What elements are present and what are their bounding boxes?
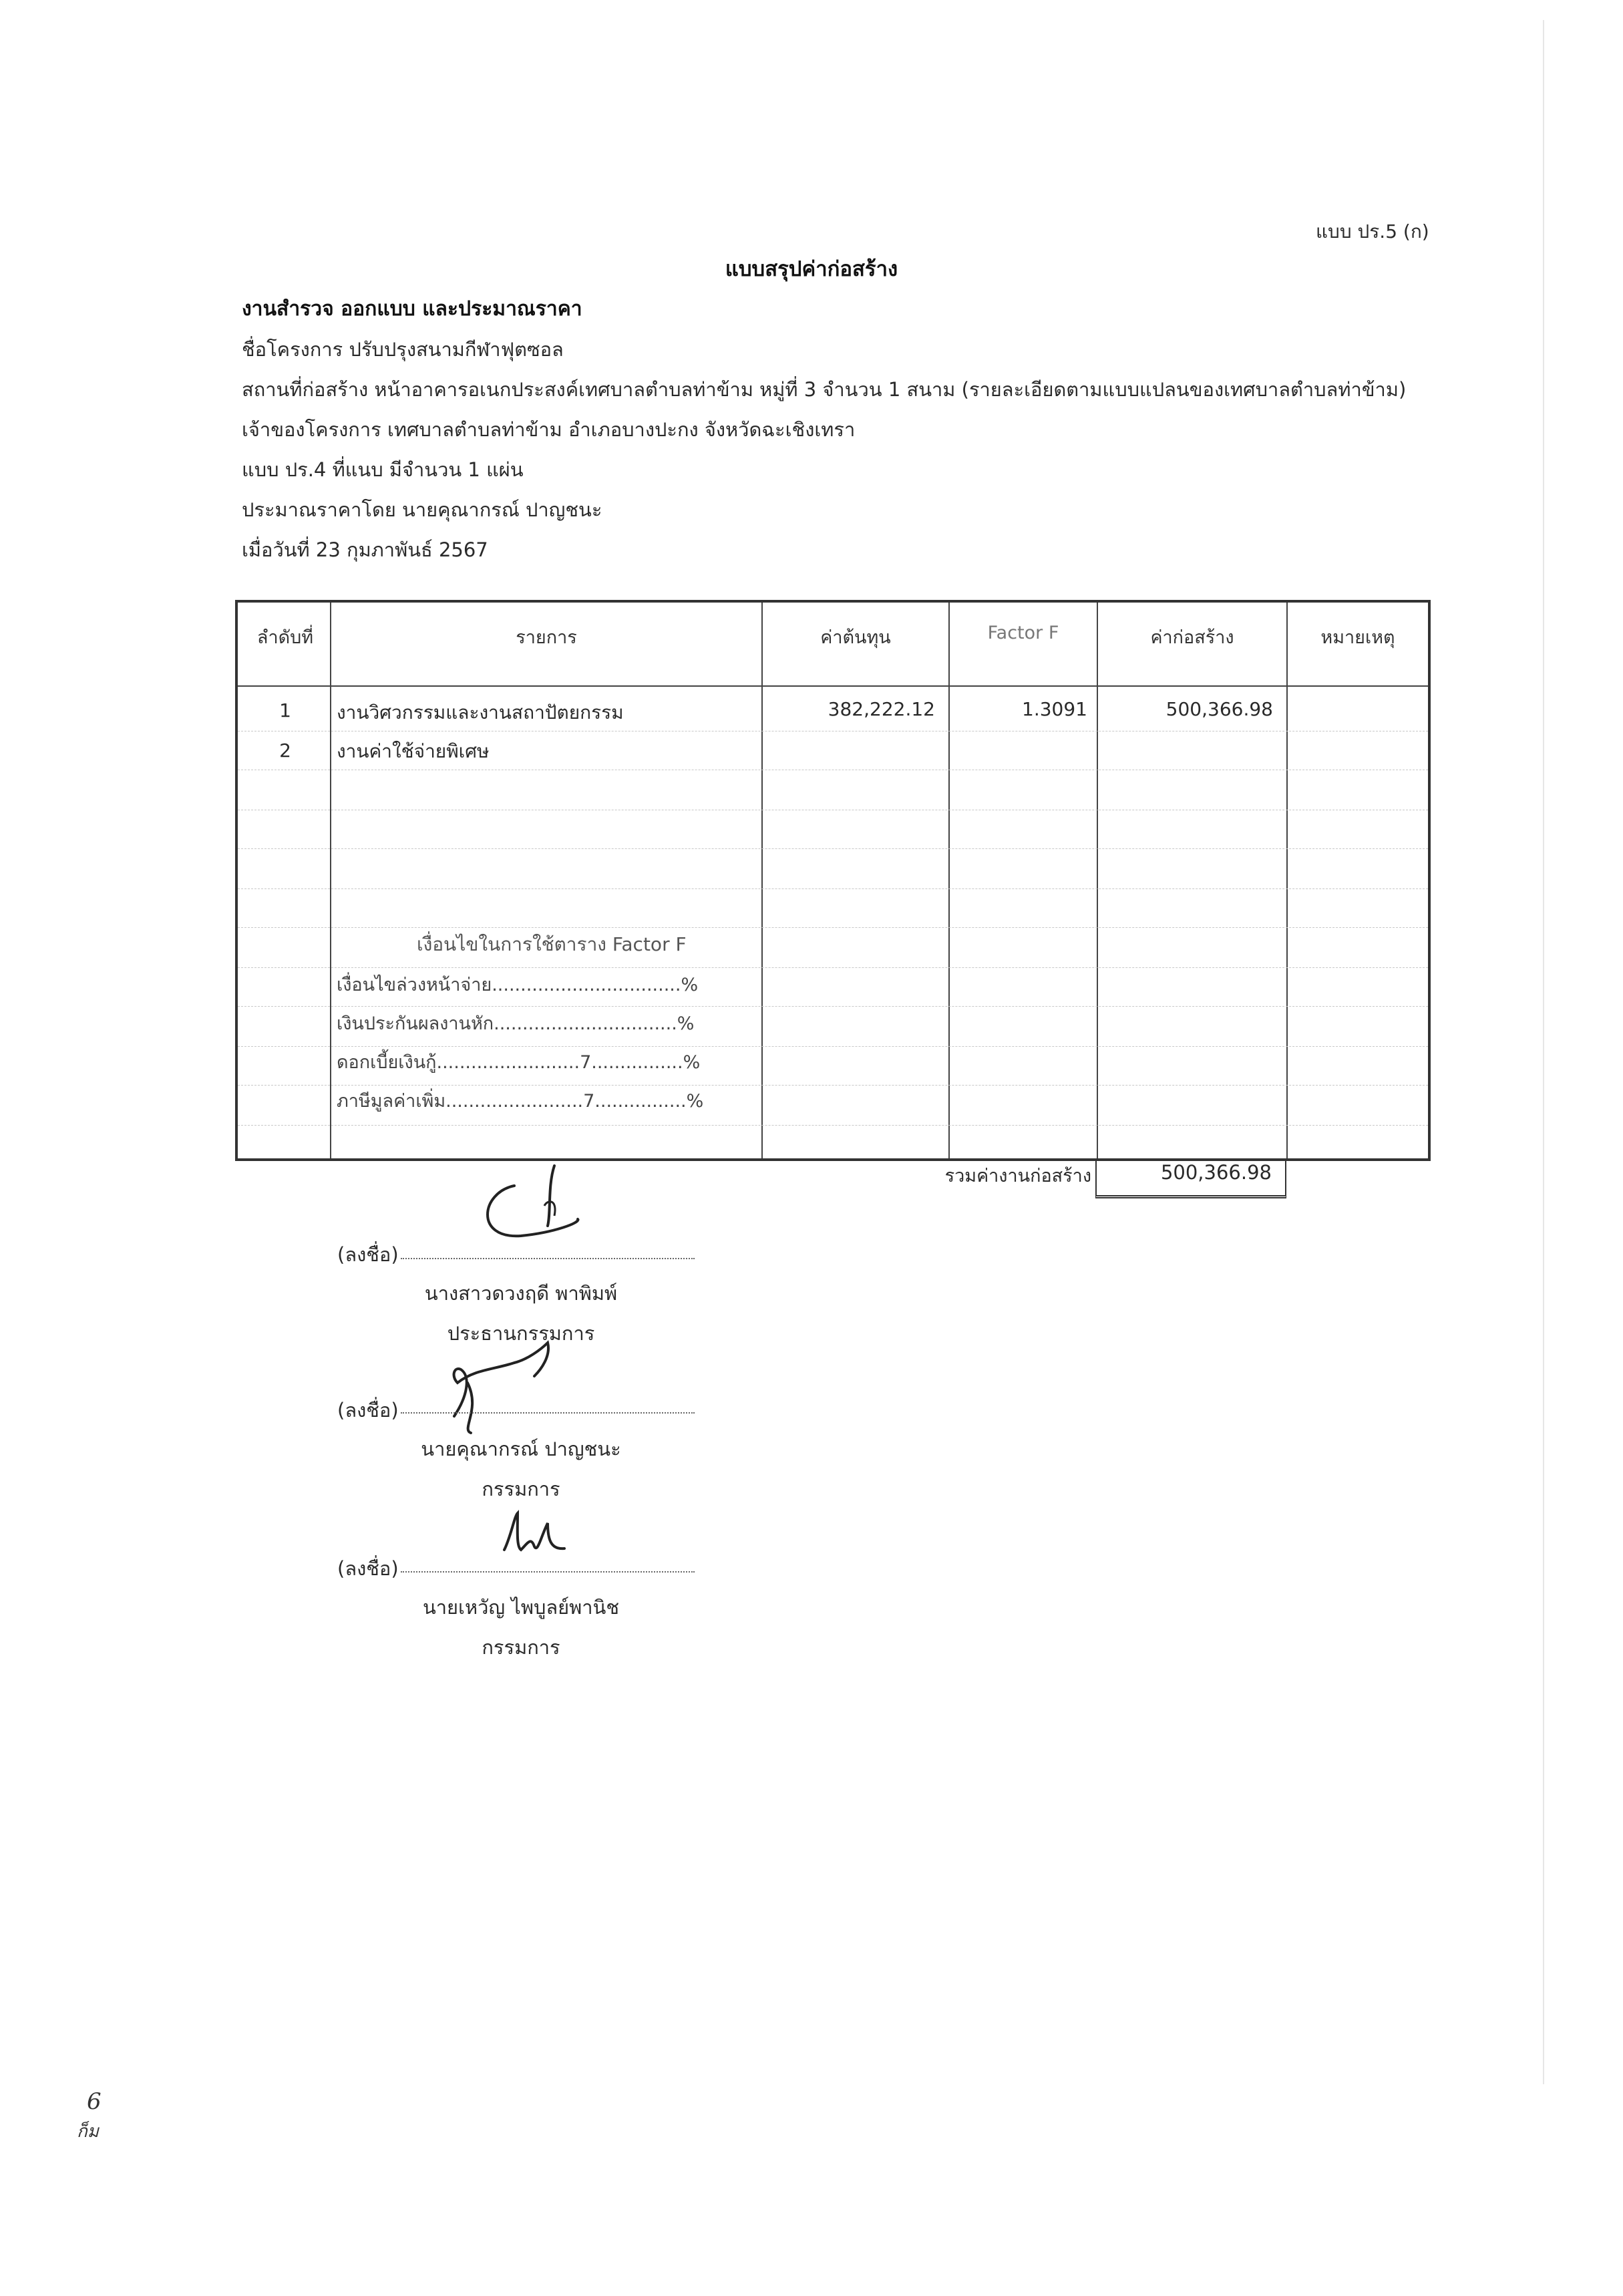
total-value: 500,366.98 [1160, 1161, 1272, 1184]
row-factor: 1.3091 [1022, 698, 1087, 720]
row-no: 2 [279, 740, 291, 762]
header-cost: ค่าต้นทุน [820, 627, 891, 648]
signature-mark [468, 1159, 601, 1259]
header-construction: ค่าก่อสร้าง [1150, 627, 1234, 648]
sign-label: (ลงชื่อ) [337, 1399, 399, 1422]
header-note: หมายเหตุ [1320, 627, 1395, 648]
cost-summary-table [235, 600, 1431, 1161]
row-rule [238, 888, 1428, 889]
row-rule [238, 1085, 1428, 1086]
total-box [1095, 1161, 1286, 1198]
attached-forms: แบบ ปร.4 ที่แนบ มีจำนวน 1 แผ่น [242, 458, 524, 481]
row-rule [238, 1125, 1428, 1126]
construction-site: สถานที่ก่อสร้าง หน้าอาคารอเนกประสงค์เทศบาลตำบลท่าข้าม หมู่ที่ 3 จำนวน 1 สนาม (รายละเอียดตามแบบแปลนของเทศบาลตำบลท่าข้าม) [242, 378, 1407, 401]
row-no: 1 [279, 699, 291, 721]
page-number-handwritten: 6 [87, 2088, 102, 2115]
signature-line [401, 1412, 695, 1414]
conditions-title: เงื่อนไขในการใช้ตาราง Factor F [417, 933, 687, 955]
header-no: ลำดับที่ [256, 627, 314, 648]
signature-line [401, 1571, 695, 1573]
signer-name: นายคุณากรณ์ ปาญชนะ [421, 1438, 621, 1460]
header-factor: Factor F [987, 623, 1059, 643]
condition-vat: ภาษีมูลค่าเพิ่ม........................7................% [337, 1091, 704, 1112]
total-label: รวมค่างานก่อสร้าง [944, 1166, 1091, 1186]
signer-position: กรรมการ [482, 1478, 560, 1500]
estimate-date: เมื่อวันที่ 23 กุมภาพันธ์ 2567 [242, 538, 488, 561]
sign-label: (ลงชื่อ) [337, 1557, 399, 1580]
header-item: รายการ [516, 627, 577, 648]
scan-edge-line [1543, 20, 1544, 2084]
row-item: งานค่าใช้จ่ายพิเศษ [337, 740, 490, 762]
header-divider [238, 685, 1428, 687]
signer-position: กรรมการ [482, 1636, 560, 1659]
project-owner: เจ้าของโครงการ เทศบาลตำบลท่าข้าม อำเภอบางปะกง จังหวัดฉะเชิงเทรา [242, 418, 856, 441]
row-construction: 500,366.98 [1165, 698, 1273, 720]
document-subtitle: งานสำรวจ ออกแบบ และประมาณราคา [242, 297, 582, 321]
signature-line [401, 1258, 695, 1259]
document-title: แบบสรุปค่าก่อสร้าง [725, 257, 898, 281]
signer-name: นายเหวัญ ไพบูลย์พานิช [422, 1596, 620, 1619]
signature-mark [441, 1329, 574, 1436]
project-name: ชื่อโครงการ ปรับปรุงสนามกีฬาฟุตซอล [242, 338, 564, 361]
form-code: แบบ ปร.5 (ก) [1316, 220, 1429, 242]
row-rule [238, 848, 1428, 849]
initials-handwritten: ก็ม [77, 2122, 99, 2142]
row-cost: 382,222.12 [828, 698, 935, 720]
signer-name: นางสาวดวงฤดี พาพิมพ์ [424, 1282, 618, 1305]
condition-guarantee: เงินประกันผลงานหัก................................% [337, 1013, 695, 1034]
sign-label: (ลงชื่อ) [337, 1243, 399, 1266]
condition-loan-interest: ดอกเบี้ยเงินกู้.........................7................% [337, 1052, 701, 1073]
row-item: งานวิศวกรรมและงานสถาปัตยกรรม [337, 701, 624, 723]
estimated-by: ประมาณราคาโดย นายคุณากรณ์ ปาญชนะ [242, 498, 602, 521]
signature-mark [498, 1510, 578, 1563]
row-rule [238, 1006, 1428, 1007]
row-rule [238, 967, 1428, 968]
condition-advance-payment: เงื่อนไขล่วงหน้าจ่าย.................................% [337, 975, 699, 995]
row-rule [238, 927, 1428, 928]
row-rule [238, 1046, 1428, 1047]
signer-position: ประธานกรรมการ [447, 1322, 595, 1345]
